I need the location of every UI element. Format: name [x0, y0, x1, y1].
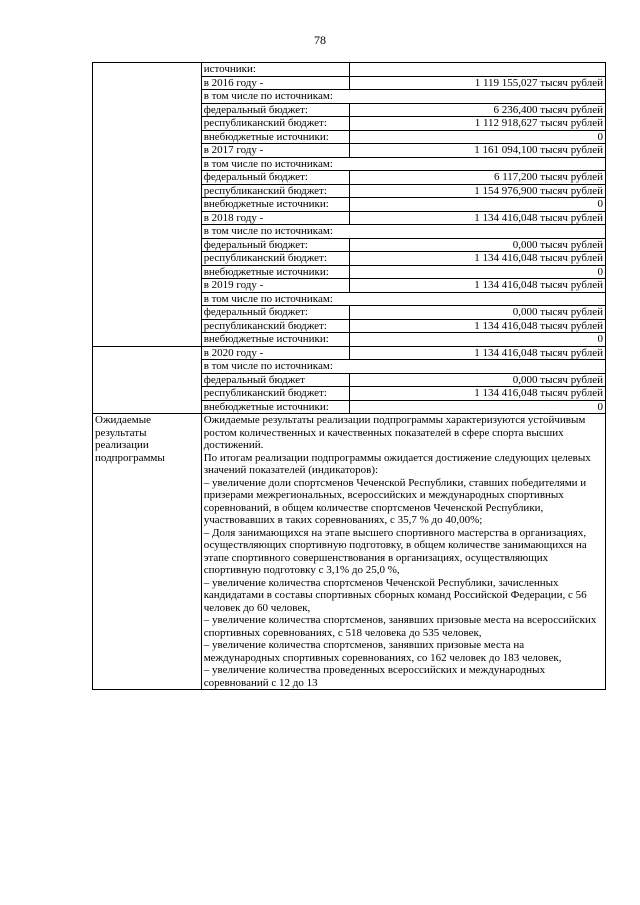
federal-value: 0,000 тысяч рублей: [350, 238, 606, 252]
results-paragraph: По итогам реализации подпрограммы ожидается достижение следующих целевых значений показателей (индикаторов):: [203, 451, 591, 476]
federal-label: федеральный бюджет:: [201, 306, 349, 320]
sources-label: в том числе по источникам:: [201, 292, 605, 306]
extrabudget-value: 0: [350, 265, 606, 279]
year-total: 1 134 416,048 тысяч рублей: [350, 279, 606, 293]
extrabudget-label: внебюджетные источники:: [201, 333, 349, 347]
results-label: Ожидаемые результаты реализации подпрограммы: [93, 414, 202, 690]
republic-label: республиканский бюджет:: [201, 252, 349, 266]
republic-value: 1 112 918,627 тысяч рублей: [350, 117, 606, 131]
extrabudget-label: внебюджетные источники:: [201, 400, 349, 414]
extrabudget-label: внебюджетные источники:: [201, 198, 349, 212]
page-number: 78: [314, 33, 326, 47]
republic-value: 1 134 416,048 тысяч рублей: [350, 252, 606, 266]
left-empty-cell-2: [93, 346, 202, 414]
federal-label: федеральный бюджет:: [201, 238, 349, 252]
table-row: [93, 63, 606, 77]
left-empty-cell-1: [93, 63, 202, 347]
sources-label: в том числе по источникам:: [201, 360, 605, 374]
federal-label: федеральный бюджет: [201, 373, 349, 387]
results-paragraph: – увеличение доли спортсменов Чеченской Республики, ставших победителями и призерами межрегиональных, всероссийских и международных спортивных соревнований, в общем количестве спортсменов Чеченской Республики, участвовавших в таких соревнованиях, с 35,7 % до 40,00%;: [203, 476, 587, 526]
year-total: 1 134 416,048 тысяч рублей: [350, 211, 606, 225]
year-label: в 2020 году -: [201, 346, 349, 360]
extrabudget-value: 0: [350, 198, 606, 212]
sources-label: в том числе по источникам:: [201, 157, 605, 171]
year-label: в 2019 году -: [201, 279, 349, 293]
extrabudget-label: внебюджетные источники:: [201, 130, 349, 144]
extrabudget-value: 0: [350, 130, 606, 144]
results-text-cell: [201, 414, 605, 690]
year-total: 1 134 416,048 тысяч рублей: [350, 346, 606, 360]
year-total: 1 161 094,100 тысяч рублей: [350, 144, 606, 158]
results-paragraph: Ожидаемые результаты реализации подпрограммы характеризуются устойчивым ростом количественных и качественных показателей в сфере спорта высших достижений.: [203, 414, 586, 451]
table-row: [93, 346, 606, 360]
sources-fragment-label: источники:: [201, 63, 349, 77]
results-paragraph: – Доля занимающихся на этапе высшего спортивного мастерства в организациях, осуществляющих спортивную подготовку, в общем количестве занимающихся на этапе спортивного совершенствования в организациях, осуществляющих спортивную подготовку с 3,1% до 25,0 %,: [203, 526, 587, 576]
republic-label: республиканский бюджет:: [201, 117, 349, 131]
sources-label: в том числе по источникам:: [201, 225, 605, 239]
year-label: в 2018 году -: [201, 211, 349, 225]
federal-value: 0,000 тысяч рублей: [350, 306, 606, 320]
federal-value: 6 236,400 тысяч рублей: [350, 103, 606, 117]
results-paragraph: – увеличение количества проведенных всероссийских и международных соревнований с 12 до 13: [203, 664, 546, 689]
republic-value: 1 134 416,048 тысяч рублей: [350, 387, 606, 401]
results-paragraph: – увеличение количества спортсменов, занявших призовые места на всероссийских спортивных соревнованиях, с 518 человека до 535 человек,: [203, 614, 597, 639]
extrabudget-label: внебюджетные источники:: [201, 265, 349, 279]
results-paragraph: – увеличение количества спортсменов Чеченской Республики, зачисленных кандидатами в составы спортивных сборных команд Российской Федерации, с 56 человек до 60 человек,: [203, 576, 587, 614]
results-paragraph: – увеличение количества спортсменов, занявших призовые места на международных спортивных соревнованиях, со 162 человек до 183 человек,: [203, 639, 562, 664]
year-total: 1 119 155,027 тысяч рублей: [350, 76, 606, 90]
sources-label: в том числе по источникам:: [201, 90, 605, 104]
republic-value: 1 154 976,900 тысяч рублей: [350, 184, 606, 198]
funding-table: [92, 62, 606, 690]
federal-value: 0,000 тысяч рублей: [350, 373, 606, 387]
year-label: в 2016 году -: [201, 76, 349, 90]
republic-label: республиканский бюджет:: [201, 319, 349, 333]
republic-label: республиканский бюджет:: [201, 387, 349, 401]
federal-label: федеральный бюджет:: [201, 171, 349, 185]
year-label: в 2017 году -: [201, 144, 349, 158]
extrabudget-value: 0: [350, 333, 606, 347]
federal-value: 6 117,200 тысяч рублей: [350, 171, 606, 185]
federal-label: федеральный бюджет:: [201, 103, 349, 117]
republic-label: республиканский бюджет:: [201, 184, 349, 198]
table-row: [93, 414, 606, 690]
extrabudget-value: 0: [350, 400, 606, 414]
republic-value: 1 134 416,048 тысяч рублей: [350, 319, 606, 333]
